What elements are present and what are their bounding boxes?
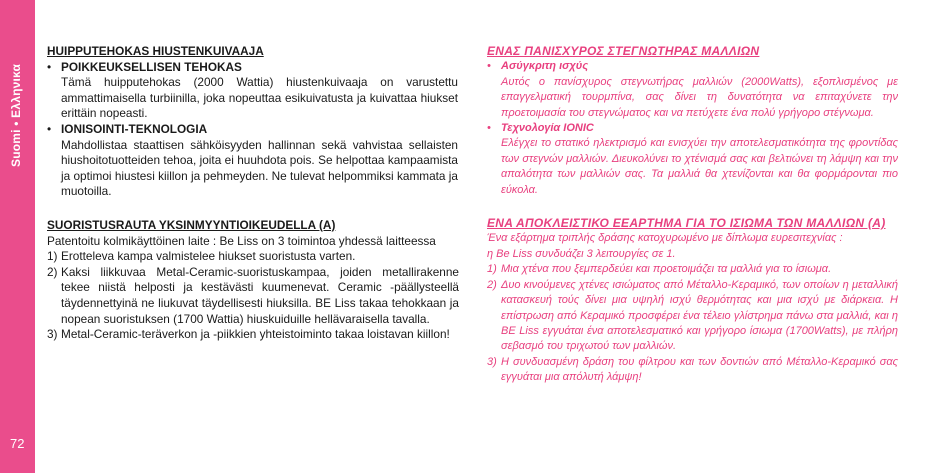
el-bullet-1-text: Αυτός ο πανίσχυρος στεγνωτήρας μαλλιών (2000Watts), εξοπλισμένος με επαγγελματική τουρμπίνα, σας δίνει τη δυνατότητα να επιταχύνετε την προετοιμασία του στεγνώματος και να πετύχετε ένα πολύ γρήγορο στέγνωμα. [501,75,898,119]
page-number: 72 [10,436,25,451]
el-item-3-number: 3) [487,355,497,368]
language-side-tab [0,0,35,473]
fi-section2-intro: Patentoitu kolmikäyttöinen laite : Be Liss on 3 toimintoa yhdessä laitteessa [47,233,436,248]
fi-item-2-text: Kaksi liikkuvaa Metal-Ceramic-suoristuskampaa, joiden metallirakenne tekee niistä helposti ja kestävästi kuumenevat. Ceramic -päällysteellä täydennettyinä ne liukuvat täydellisesti hiuksilla. BE Liss takaa tehokkaan ja nopean suoristuksen (1700 Wattia) hiuskuiduille hellävaraisella tavalla. [61,264,459,326]
el-section1-title: ΕΝΑΣ ΠΑΝΙΣΧΥΡΟΣ ΣΤΕΓΝΩΤΗΡΑΣ ΜΑΛΛΙΩΝ [487,44,760,58]
el-item-2-number: 2) [487,278,497,291]
fi-item-1-text: Erotteleva kampa valmistelee hiukset suoristusta varten. [61,249,356,264]
el-section2-title: ΕΝΑ ΑΠΟΚΛΕΙΣΤΙΚΟ ΕΕΑΡΤΗΜΑ ΓΙΑ ΤΟ ΙΣΙΩΜΑ ΤΩΝ ΜΑΛΛΙΩΝ (A) [487,216,886,231]
el-item-2-text: Δυο κινούμενες χτένες ισιώματος από Μέταλλο-Κεραμικό, των οποίων η μεταλλική κατασκευή τούς δίνει μια υψηλή ισχύ θερμότητας και μια ισχύ με διάρκεια. Η επίστρωση από Κεραμικό προσφέρει ένα τέλειο γλίστρημα πάνω στα μαλλιά, και η BE Liss εγγυάται ένα αποτελεσματικό και γρήγορο ίσιωμα (1700Watts), με πλήρη σεβασμό του τριχωτού των μαλλιών. [501,278,898,353]
el-bullet-2 [487,121,898,136]
fi-bullet-2-text: Mahdollistaa staattisen sähköisyyden hallinnan sekä vahvistaa sellaisten hiushoitotuotteiden tehoa, joita ei huuhdota pois. Se helpottaa kampaamista ja optimoi hiustesi kiillon ja pehmeyden. Ne tulevat helpommiksi kammata ja muotoilla. [61,137,458,199]
finnish-column [47,44,459,343]
fi-bullet-1-text: Tämä huipputehokas (2000 Wattia) hiustenkuivaaja on varustettu ammattimaisella turbiinilla, joka nopeuttaa esikuivatusta ja kuivattaa hiukset erittäin nopeasti. [61,75,458,121]
fi-section2-title: SUORISTUSRAUTA YKSINMYYNTIOIKEUDELLA (A) [47,217,336,232]
el-item-3-text: Η συνδυασμένη δράση του φίλτρου και των δοντιών από Μέταλλο-Κεραμικό σας εγγυάται μια απόλυτή λάμψη! [501,355,898,384]
bullet-dot-icon: • [47,59,52,74]
el-bullet-2-text: Ελέγχει το στατικό ηλεκτρισμό και ενισχύει την αποτελεσματικότητα της φροντίδας των στεγνών μαλλιών. Διευκολύνει το χτένισμά σας και βελτιώνει τη λάμψη και την απαλότητα των μαλλιών σας. Τα μαλλιά θα χτενίζονται και θα φορμάρονται πιο εύκολα. [501,137,898,196]
el-item-1-text: Μια χτένα που ξεμπερδεύει και προετοιμάζει τα μαλλιά για το ίσιωμα. [501,263,832,276]
el-item-1-number: 1) [487,263,497,276]
el-list-item-3 [487,355,898,386]
bullet-dot-icon: • [487,60,491,73]
fi-list-item-2 [47,265,459,327]
el-bullet-2-title: Τεχνολογία IONIC [501,122,594,135]
fi-item-3-number: 3) [47,327,58,342]
el-bullet-1-title: Ασύγκριτη ισχύς [501,60,589,73]
el-section2-intro-2: η Be Liss συνδυάζει 3 λειτουργίες σε 1. [487,247,676,260]
fi-bullet-2-title: IONISOINTI-TEKNOLOGIA [61,121,208,136]
greek-column [487,44,898,386]
bullet-dot-icon: • [47,121,52,136]
language-label: Suomi • Ελληνικα [9,63,23,168]
el-list-item-2 [487,278,898,355]
fi-bullet-1-title: POIKKEUKSELLISEN TEHOKAS [61,59,242,74]
bullet-dot-icon: • [487,122,491,135]
fi-section1-title: HUIPPUTEHOKAS HIUSTENKUIVAAJA [47,44,264,58]
fi-list-item-1 [47,249,459,265]
fi-item-2-number: 2) [47,264,58,279]
fi-bullet-1 [47,60,459,76]
fi-item-1-number: 1) [47,249,58,264]
el-list-item-1 [487,262,898,277]
el-bullet-1 [487,59,898,74]
fi-list-item-3 [47,327,459,343]
fi-bullet-2 [47,122,459,138]
fi-item-3-text: Metal-Ceramic-teräverkon ja -piikkien yhteistoiminto takaa loistavan kiillon! [61,327,450,342]
el-section2-intro-1: Ένα εξάρτημα τριπλής δράσης κατοχυρωμένο με δίπλωμα ευρεσιτεχνίας : [487,232,843,245]
